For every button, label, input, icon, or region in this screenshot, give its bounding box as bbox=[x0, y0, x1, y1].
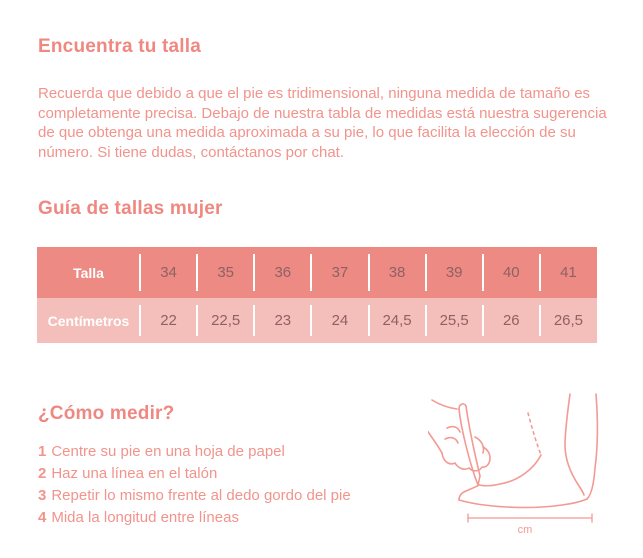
table-row-sizes bbox=[37, 247, 597, 298]
how-to-measure-title: ¿Cómo medir? bbox=[38, 403, 175, 424]
step-number: 2 bbox=[38, 465, 47, 482]
hand-icon bbox=[432, 400, 457, 409]
step-text: Haz una línea en el talón bbox=[51, 465, 218, 482]
cm-cell: 24,5 bbox=[369, 298, 426, 343]
size-cell: 37 bbox=[311, 247, 368, 298]
size-guide-title: Guía de tallas mujer bbox=[38, 198, 223, 219]
table-row-centimeters bbox=[37, 298, 597, 343]
cm-cell: 26 bbox=[483, 298, 540, 343]
size-cell: 38 bbox=[369, 247, 426, 298]
cm-cell: 22 bbox=[140, 298, 197, 343]
step-number: 4 bbox=[38, 509, 47, 526]
measure-step bbox=[38, 507, 351, 529]
step-text: Centre su pie en una hoja de papel bbox=[51, 443, 285, 460]
step-text: Mida la longitud entre líneas bbox=[51, 509, 239, 526]
row-header-talla: Talla bbox=[73, 264, 104, 281]
size-cell: 34 bbox=[140, 247, 197, 298]
foot-measuring-illustration bbox=[428, 388, 623, 548]
cm-cell: 22,5 bbox=[197, 298, 254, 343]
size-cell: 40 bbox=[483, 247, 540, 298]
row-header-centimetros: Centímetros bbox=[47, 312, 130, 329]
cm-cell: 25,5 bbox=[426, 298, 483, 343]
measure-steps bbox=[38, 441, 351, 529]
step-number: 1 bbox=[38, 443, 47, 460]
foot-icon bbox=[528, 413, 541, 455]
cm-cell: 26,5 bbox=[540, 298, 597, 343]
step-number: 3 bbox=[38, 487, 47, 504]
cm-cell: 24 bbox=[311, 298, 368, 343]
measure-step bbox=[38, 463, 351, 485]
size-cell: 41 bbox=[540, 247, 597, 298]
cm-label: cm bbox=[517, 524, 533, 536]
cm-cell: 23 bbox=[254, 298, 311, 343]
measure-step bbox=[38, 485, 351, 507]
size-cell: 35 bbox=[197, 247, 254, 298]
measure-step bbox=[38, 441, 351, 463]
find-size-description: Recuerda que debido a que el pie es tridimensional, ninguna medida de tamaño es completamente precisa. Debajo de nuestra tabla de medidas está nuestra sugerencia de que obtenga una medida aproximada a su pie, lo que facilita la elección de su número. Si tiene dudas, contáctanos por chat. bbox=[38, 85, 607, 161]
size-cell: 39 bbox=[426, 247, 483, 298]
step-text: Repetir lo mismo frente al dedo gordo del pie bbox=[51, 487, 351, 504]
size-cell: 36 bbox=[254, 247, 311, 298]
size-table bbox=[37, 247, 597, 343]
find-size-title: Encuentra tu talla bbox=[38, 36, 202, 57]
